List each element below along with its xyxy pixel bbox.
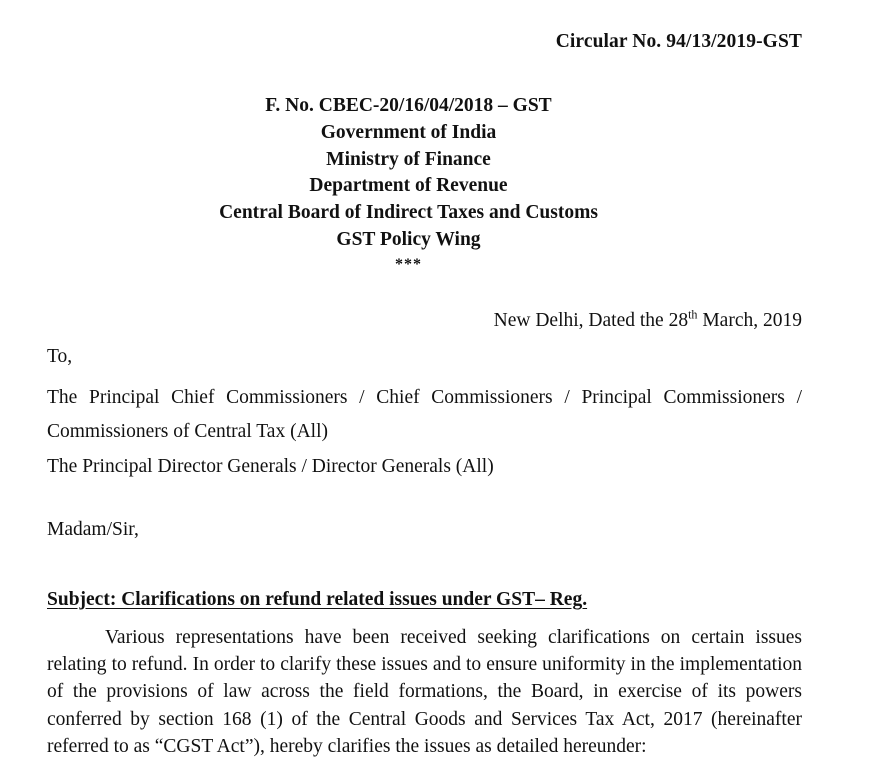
letterhead-line-file-number: F. No. CBEC-20/16/04/2018 – GST — [265, 95, 552, 116]
subject-heading: Subject: Clarifications on refund related issues under GST– Reg. — [47, 589, 588, 610]
letterhead-line-board: Central Board of Indirect Taxes and Customs — [219, 202, 598, 224]
separator-asterisks: *** — [395, 255, 422, 273]
place-date-suffix: March, 2019 — [697, 310, 802, 331]
circular-number: Circular No. 94/13/2019-GST — [555, 31, 802, 52]
place-and-date — [47, 307, 802, 332]
letterhead-line-department: Department of Revenue — [309, 175, 508, 197]
addressee-line-commissioners: The Principal Chief Commissioners / Chief Commissioners / Principal Commissioners / — [47, 387, 802, 408]
place-date-day: 28 — [668, 310, 689, 331]
addressee-line-central-tax: Commissioners of Central Tax (All) — [47, 421, 328, 443]
place-date-ordinal-suffix: th — [688, 307, 698, 322]
body-text: Various representations have been received seeking clarifications on certain issues relating to refund. In order to clarify these issues and to ensure uniformity in the implementation of the provisions of law across the field formations, the Board, in exercise of its powers conferred by section 168 (1) of the Central Goods and Services Tax Act, 2017 (hereinafter referred to as “CGST Act”), hereby clarifies the issues as detailed hereunder: — [47, 627, 802, 757]
letterhead-line-government: Government of India — [320, 121, 497, 143]
body-paragraph — [47, 624, 802, 760]
to-label: To, — [47, 346, 73, 367]
addressee-block — [47, 381, 802, 484]
addressee-line-director-generals: The Principal Director Generals / Director Generals (All) — [47, 455, 494, 477]
letterhead-block — [47, 93, 802, 276]
letterhead-line-ministry: Ministry of Finance — [326, 148, 491, 170]
letterhead-line-wing: GST Policy Wing — [336, 228, 481, 250]
letterhead-lines — [219, 93, 598, 276]
place-date-prefix: New Delhi, Dated the — [493, 310, 669, 331]
salutation: Madam/Sir, — [47, 519, 139, 540]
